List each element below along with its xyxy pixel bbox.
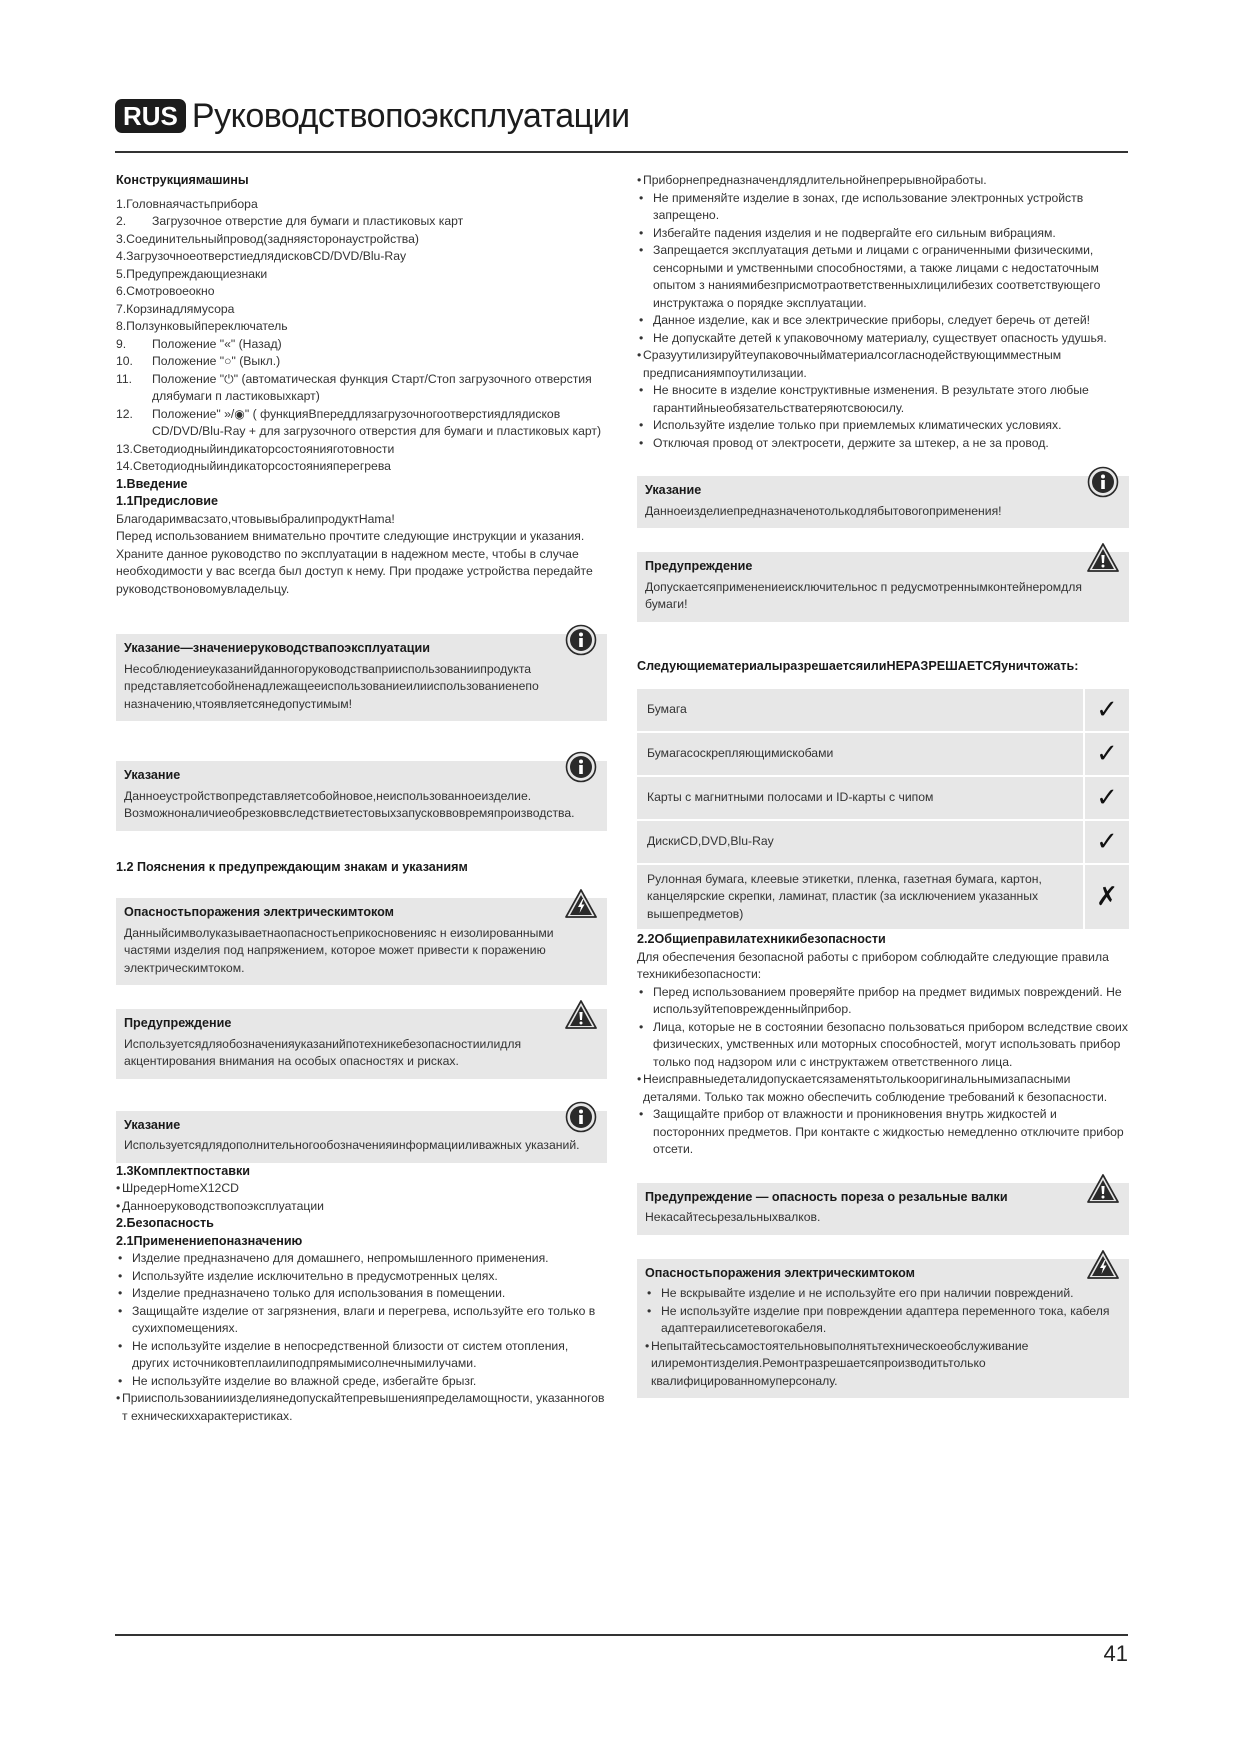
delivery-heading: 1.3Комплектпоставки — [116, 1163, 251, 1178]
notice-box-manual — [116, 634, 607, 721]
item-text: Положение "⏻" (автоматическая функция Старт/Стоп загрузочного отверстия длябумаги п ластиковыхкарт) — [152, 371, 592, 403]
list-item: • Неисправныедеталидопускаетсязаменятьтолькооригинальнымизапасными деталями. Только так можно обеспечить соблюдение требований к безопасности. — [637, 1071, 1129, 1106]
warning-icon — [565, 999, 597, 1031]
box-text: Некасайтесьрезальныхвалков. — [645, 1210, 821, 1224]
electric-shock-icon — [565, 888, 597, 920]
list-item: • Защищайте прибор от влажности и проникновения внутрь жидкостей и посторонних предметов. При контакте с жидкостью немедленно отключите прибор отсети. — [637, 1106, 1129, 1159]
construction-item — [116, 266, 607, 284]
item-text: Загрузочное отверстие для бумаги и пластиковых карт — [152, 214, 464, 228]
list-item: • Используйте изделие только при приемлемых климатических условиях. — [637, 417, 1129, 435]
table-row — [637, 777, 1129, 819]
table-row — [637, 865, 1129, 929]
info-icon — [1087, 466, 1119, 498]
safety-heading: 2.Безопасность — [116, 1216, 214, 1230]
construction-item — [116, 406, 607, 441]
box-text: Несоблюдениеуказанийданногоруководстваприиспользованиипродукта представляетсобойненадлежащееиспользованиеилииспользованиенепо назначению,чтоявляетсянедопустимым! — [124, 661, 539, 711]
construction-item — [116, 353, 607, 371]
construction-list — [116, 196, 607, 476]
construction-item — [116, 318, 607, 336]
list-item: • Не используйте изделие в непосредственной близости от систем отопления, других источниковтеплаилиподпрямымисолнечнымилучами. — [116, 1338, 607, 1373]
table-row — [637, 821, 1129, 863]
box-text: Данноеизделиепредназначенотолькодлябытовогоприменения! — [645, 503, 1002, 518]
general-safety-intro: Для обеспечения безопасной работы с прибором соблюдайте следующие правила техникибезопасности: — [637, 949, 1109, 981]
material-name: ДискиCD,DVD,Blu-Ray — [637, 821, 1083, 863]
construction-item — [116, 336, 607, 354]
item-number: 12. — [116, 406, 133, 421]
check-mark-icon: ✓ — [1085, 689, 1129, 731]
construction-item — [116, 213, 607, 231]
list-item: • Не используйте изделие во влажной среде, избегайте брызг. — [116, 1373, 607, 1391]
list-item: • Непытайтесьсамостоятельновыполнятьтехническоеобслуживание илиремонтизделия.Ремонтразрешаетсяпроизводитьтолько квалифицированномуперсоналу. — [645, 1338, 1121, 1391]
box-list — [645, 1285, 1121, 1390]
list-item: • ШредерHomeX12CD — [116, 1180, 607, 1198]
check-mark-icon: ✓ — [1085, 777, 1129, 819]
cross-mark-icon: ✗ — [1085, 865, 1129, 929]
box-title: Указание — [124, 768, 181, 782]
warning-box-cutting — [637, 1183, 1129, 1235]
notice-box-additional — [116, 1111, 607, 1163]
info-icon — [565, 1101, 597, 1133]
item-text: 6.Смотровоеокно — [116, 284, 215, 298]
list-item: • Не вносите в изделие конструктивные изменения. В результате этого любые гарантийныеобязательстватеряютсвоюсилу. — [637, 382, 1129, 417]
material-name: Бумага — [637, 689, 1083, 731]
list-item: • Не вскрывайте изделие и не используйте его при наличии повреждений. — [645, 1285, 1121, 1303]
page-number: 41 — [1103, 1641, 1128, 1666]
warning-box-container — [637, 552, 1129, 622]
box-title: Опасностьпоражения электрическимтоком — [645, 1265, 915, 1280]
table-row — [637, 733, 1129, 775]
item-text: Положение "«" (Назад) — [152, 336, 282, 351]
construction-item — [116, 231, 607, 249]
construction-item — [116, 196, 607, 214]
item-number: 2. — [116, 214, 127, 228]
list-item: • Используйте изделие исключительно в предусмотренных целях. — [116, 1268, 607, 1286]
foreword-heading: 1.1Предисловие — [116, 494, 219, 508]
list-item: • Защищайте изделие от загрязнения, влаги и перегрева, используйте его только в сухихпомещениях. — [116, 1303, 607, 1338]
construction-item — [116, 248, 607, 266]
list-item: • Лица, которые не в состоянии безопасно пользоваться прибором вследствие своих физических, умственных или моторных способностей, могут использовать прибор только под надзором или с инструктажем ответственного лица. — [637, 1019, 1129, 1072]
table-row — [637, 689, 1129, 731]
item-text: 1.Головнаячастьприбора — [116, 196, 258, 211]
box-title: Указание—значениеруководствапоэксплуатации — [124, 641, 431, 655]
symbols-heading: 1.2 Пояснения к предупреждающим знакам и указаниям — [116, 859, 468, 874]
notice-box-household — [637, 476, 1129, 528]
list-item: • Запрещается эксплуатация детьми и лицами с ограниченными физическими, сенсорными и умственными способностями, а также лицами с недостаточным опытом з наниямибезприсмотраответственныхлицилибезих соответствующего инструктажа о порядке эксплуатации. — [637, 242, 1129, 312]
list-item: • Не используйте изделие при повреждении адаптера переменного тока, кабеля адаптераилисетевогокабеля. — [645, 1303, 1121, 1338]
box-text: Данныйсимволуказываетнаопасностьеприкосновенияс н еизолированными частями изделия под напряжением, которое может привести к поражению электрическимтоком. — [124, 925, 554, 975]
item-text: 8.Ползунковыйпереключатель — [116, 319, 288, 333]
material-name: Рулонная бумага, клеевые этикетки, пленка, газетная бумага, картон, канцелярские скрепки, ламинат, пластик (за исключением указанных вышепредметов) — [637, 865, 1083, 929]
box-text: Данноеустройствопредставляетсобойновое,неиспользованноеизделие. Возможноналичиеобрезковвследствиетестовыхзапусковвовремяпроизводства. — [124, 788, 575, 820]
list-item: • Приборнепредназначендлядлительнойнепрерывнойработы. — [637, 172, 1129, 190]
item-text: Положение" »/◉" ( функцияВпереддлязагрузочногоотверстиядлядисков CD/DVD/Blu-Ray + для загрузочного отверстия для бумаги и пластиковых карт) — [152, 406, 602, 438]
list-item: • Изделие предназначено только для использования в помещении. — [116, 1285, 607, 1303]
notice-box-new-device — [116, 761, 607, 831]
warning-box — [116, 1009, 607, 1079]
box-text: Допускаетсяприменениеисключительнос п редусмотреннымконтейнеромдля бумаги! — [645, 579, 1082, 611]
danger-box-electric — [116, 898, 607, 985]
intro-heading: 1.Введение — [116, 476, 188, 491]
materials-table — [635, 687, 1131, 931]
construction-item — [116, 283, 607, 301]
header-divider — [115, 151, 1128, 153]
list-item: • Не применяйте изделие в зонах, где использование электронных устройств запрещено. — [637, 190, 1129, 225]
materials-heading: СледующиематериалыразрешаетсяилиНЕРАЗРЕШАЕТСЯуничтожать: — [637, 658, 1079, 673]
delivery-list — [116, 1180, 607, 1215]
material-name: Бумагасоскрепляющимискобами — [637, 733, 1083, 775]
item-text: 13.Светодиодныйиндикаторсостоянияготовности — [116, 441, 395, 456]
right-column — [637, 172, 1129, 1398]
left-column — [116, 172, 607, 1425]
check-mark-icon: ✓ — [1085, 733, 1129, 775]
info-icon — [565, 751, 597, 783]
list-item: • Данноеруководствопоэксплуатации — [116, 1198, 607, 1216]
usage-list — [116, 1250, 607, 1425]
general-safety-heading: 2.2Общиеправилатехникибезопасности — [637, 932, 886, 946]
construction-heading: Конструкциямашины — [116, 173, 249, 187]
item-text: 3.Соединительныйпровод(задняясторонаустройства) — [116, 231, 419, 246]
construction-item — [116, 441, 607, 459]
warning-icon — [1087, 1173, 1119, 1205]
box-title: Опасностьпоражения электрическимтоком — [124, 905, 394, 919]
construction-item — [116, 371, 607, 406]
material-name: Карты с магнитными полосами и ID-карты с чипом — [637, 777, 1083, 819]
danger-box-electric-2 — [637, 1259, 1129, 1399]
list-item: • Прииспользованииизделиянедопускайтепревышенияпределамощности, указанногов т ехническиххарактеристиках. — [116, 1390, 607, 1425]
box-title: Указание — [645, 483, 702, 497]
info-icon — [565, 624, 597, 656]
usage-heading: 2.1Применениепоназначению — [116, 1233, 303, 1248]
item-text: 7.Корзинадлямусора — [116, 301, 235, 316]
item-number: 9. — [116, 336, 127, 351]
warning-icon — [1087, 542, 1119, 574]
construction-item — [116, 301, 607, 319]
item-text: 4.ЗагрузочноеотверстиедлядисковCD/DVD/Blu-Ray — [116, 249, 407, 263]
electric-shock-icon — [1087, 1249, 1119, 1281]
item-number: 10. — [116, 354, 133, 368]
list-item: • Данное изделие, как и все электрические приборы, следует беречь от детей! — [637, 312, 1129, 330]
page-header — [115, 96, 630, 136]
list-item: • Не допускайте детей к упаковочному материалу, существует опасность удушья. — [637, 330, 1129, 348]
box-title: Предупреждение — опасность пореза о резальные валки — [645, 1189, 1008, 1204]
item-text: 5.Предупреждающиезнаки — [116, 266, 268, 281]
box-title: Указание — [124, 1117, 181, 1132]
item-text: 14.Светодиодныйиндикаторсостоянияперегрева — [116, 459, 391, 473]
list-item: • Перед использованием проверяйте прибор на предмет видимых повреждений. Не используйтеповрежденныйприбор. — [637, 984, 1129, 1019]
language-badge: RUS — [115, 99, 186, 133]
page-title: Руководствопоэксплуатации — [191, 96, 630, 135]
list-item: • Сразуутилизируйтеупаковочныйматериалсогласнодействующимместным предписаниямпоутилизации. — [637, 347, 1129, 382]
box-text: Используетсядляобозначенияуказанийпотехникебезопасностиилидля акцентирования внимания на особых опасностях и рисках. — [124, 1036, 522, 1068]
list-item: • Отключая провод от электросети, держите за штекер, а не за провод. — [637, 435, 1129, 453]
item-text: Положение "○" (Выкл.) — [152, 354, 281, 368]
footer-divider — [115, 1634, 1128, 1636]
list-item: • Изделие предназначено для домашнего, непромышленного применения. — [116, 1250, 607, 1268]
check-mark-icon: ✓ — [1085, 821, 1129, 863]
box-title: Предупреждение — [124, 1016, 232, 1030]
general-safety-list — [637, 984, 1129, 1159]
usage-list-continued — [637, 172, 1129, 452]
list-item: • Избегайте падения изделия и не подвергайте его сильным вибрациям. — [637, 225, 1129, 243]
item-number: 11. — [116, 371, 133, 386]
box-title: Предупреждение — [645, 559, 753, 573]
box-text: Используетсядлядополнительногообозначенияинформацииливажных указаний. — [124, 1138, 580, 1152]
construction-item — [116, 458, 607, 476]
foreword-text: Благодаримвасзато,чтовывыбралипродуктHama! Перед использованием внимательно прочтите следующие инструкции и указания. Храните данное руководство по эксплуатации в надежном месте, чтобы в случае необходимости у вас всегда был доступ к нему. При продаже устройства передайте руководствоновомувладельцу. — [116, 511, 593, 596]
